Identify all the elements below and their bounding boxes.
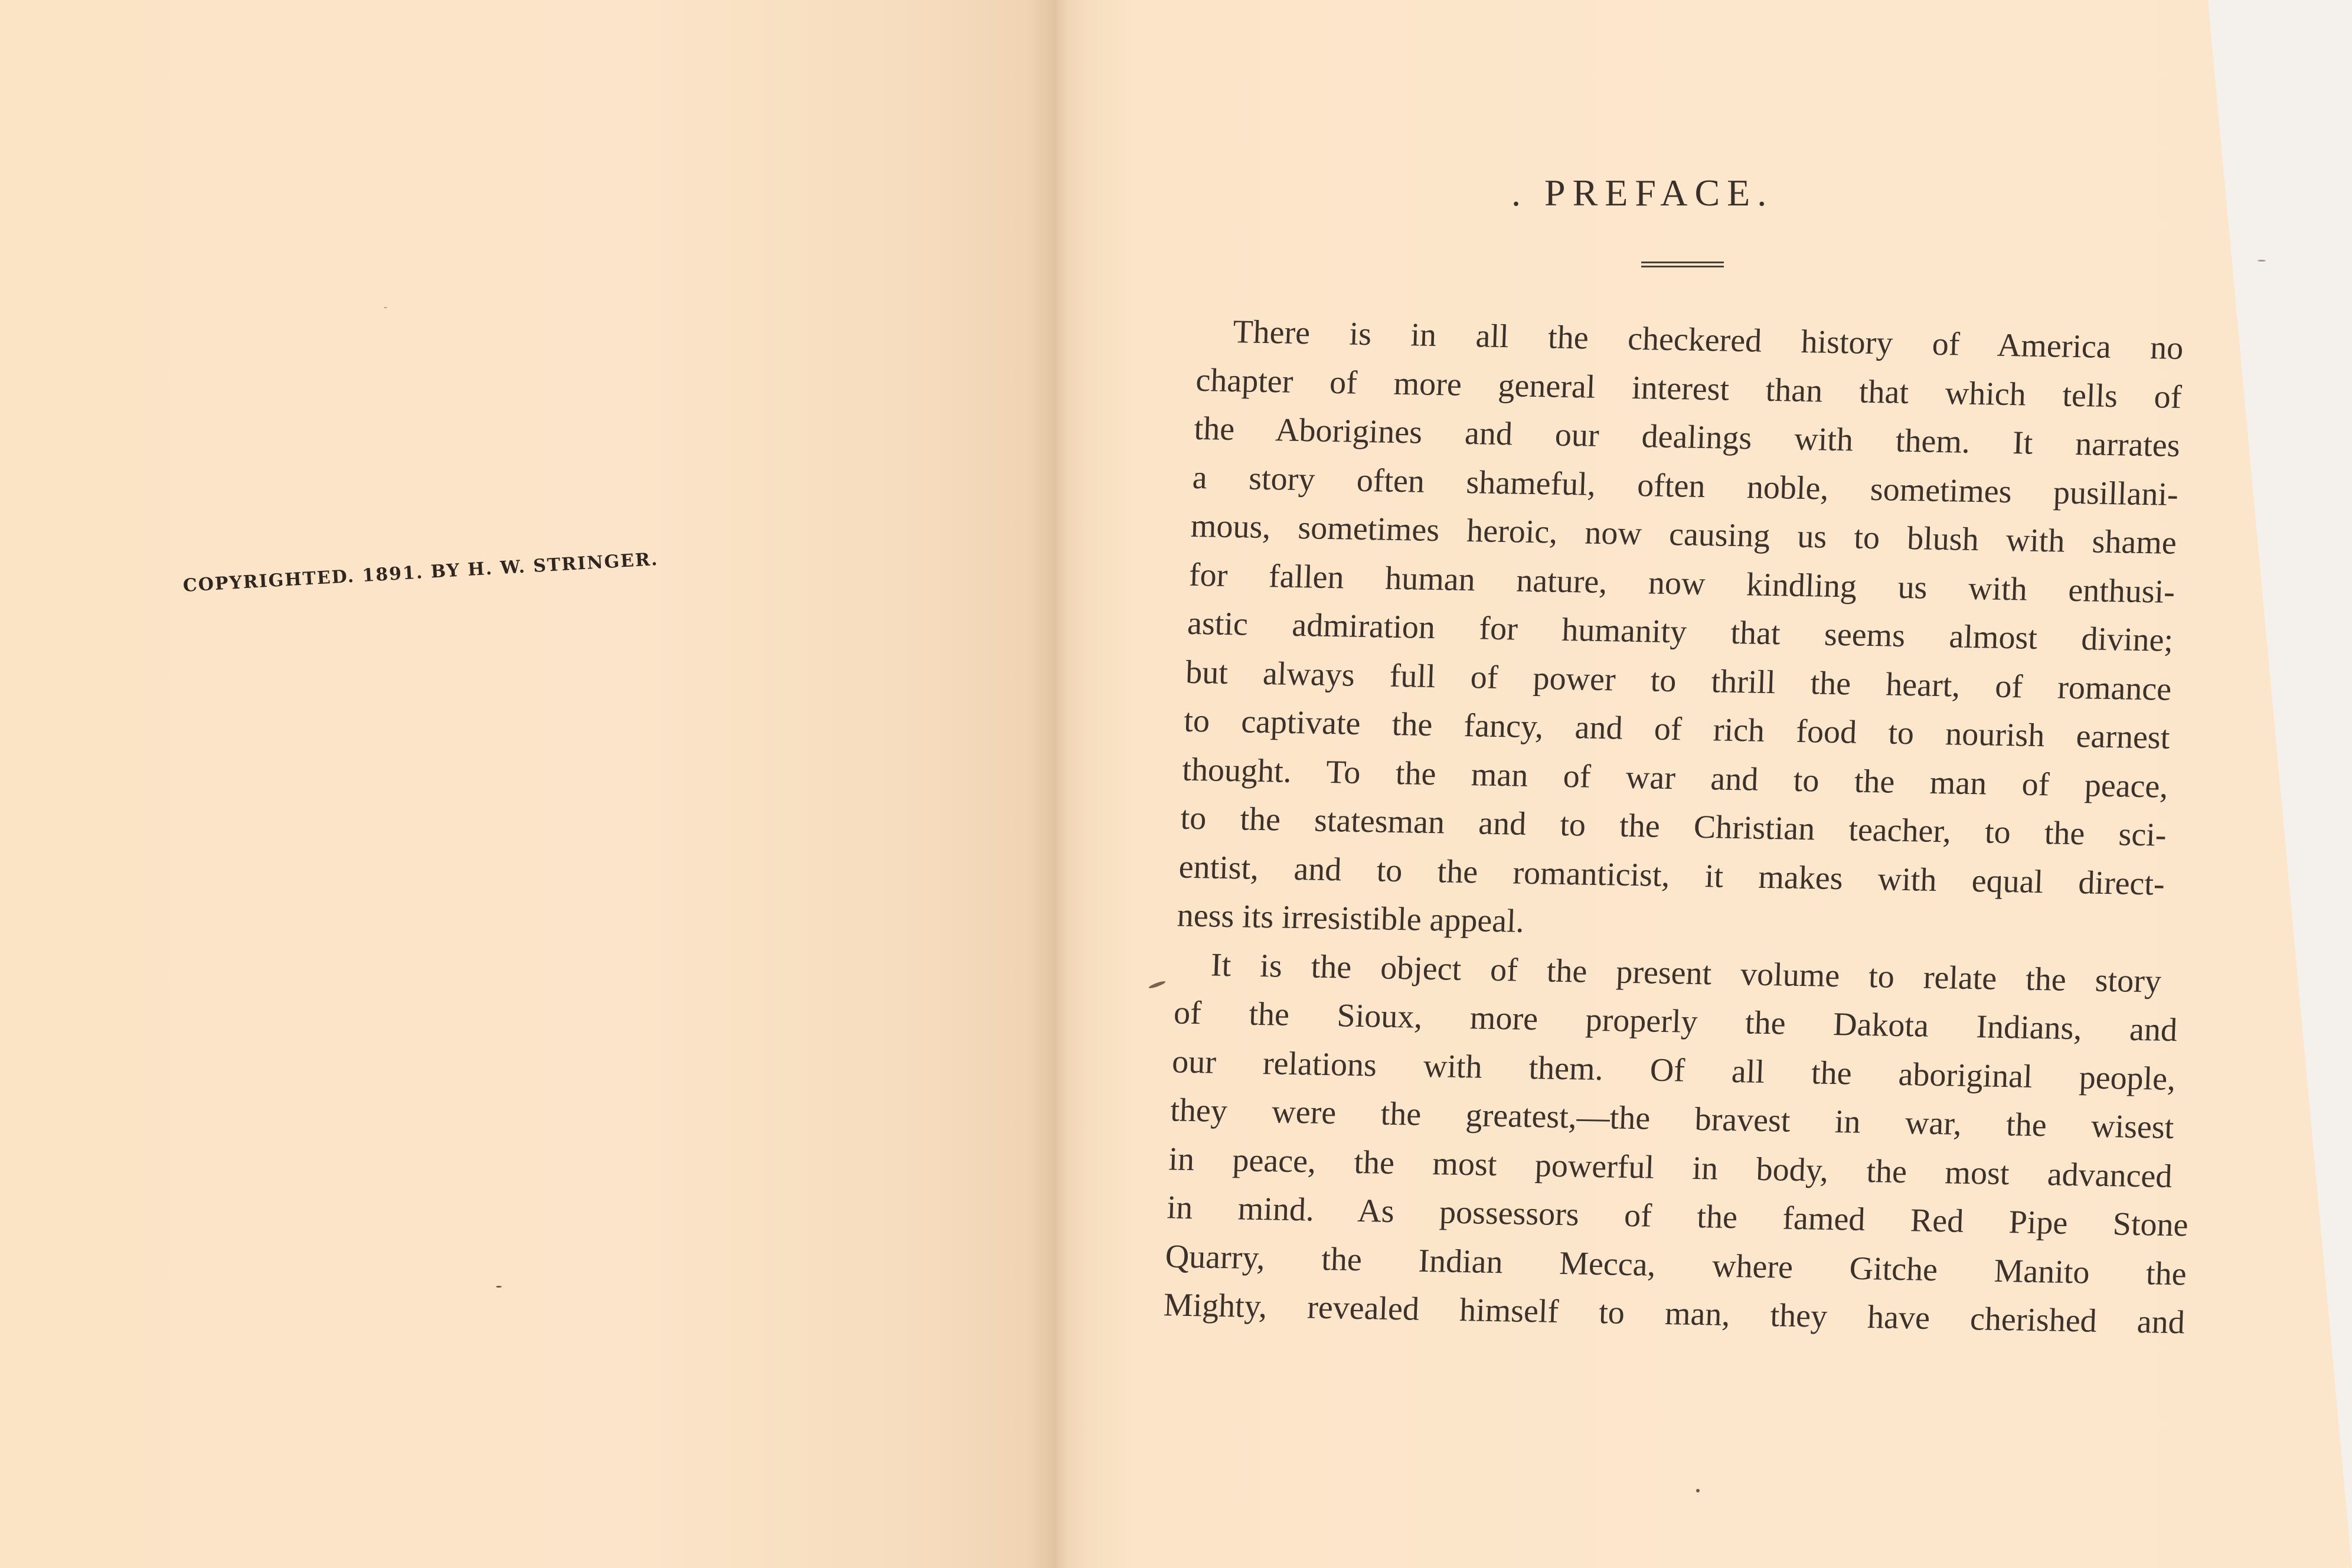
paper-speck bbox=[2258, 260, 2266, 262]
text-line: astic admiration for humanity that seems almost divine; bbox=[1187, 605, 2174, 659]
book-gutter bbox=[1027, 0, 1086, 1568]
text-line: for fallen human nature, now kindling us with enthusi- bbox=[1188, 556, 2175, 610]
page-title: . PREFACE. bbox=[1511, 172, 1774, 214]
text-line: the Aborigines and our dealings with them. It narrates bbox=[1193, 410, 2181, 465]
text-line: mous, sometimes heroic, now causing us to blush with shame bbox=[1190, 507, 2177, 561]
paper-speck bbox=[1696, 1489, 1700, 1492]
text-line: a story often shameful, often noble, sometimes pusillani- bbox=[1191, 459, 2179, 513]
text-line: our relations with them. Of all the aboriginal people, bbox=[1171, 1043, 2177, 1097]
text-line: Mighty, revealed himself to man, they have cherished and bbox=[1162, 1286, 2186, 1341]
text-line: but always full of power to thrill the heart, of romance bbox=[1185, 654, 2173, 708]
text-line: in peace, the most powerful in body, the most advanced bbox=[1168, 1140, 2173, 1195]
text-line: There is in all the checkered history of America no bbox=[1232, 313, 2184, 367]
text-line: It is the object of the present volume to relate the story bbox=[1210, 946, 2162, 1000]
preface-body bbox=[1163, 307, 2237, 1347]
text-line: thought. To the man of war and to the man of peace, bbox=[1181, 751, 2169, 805]
text-line: to captivate the fancy, and of rich food to nourish earnest bbox=[1183, 702, 2171, 756]
paragraph-2 bbox=[1163, 940, 2216, 1347]
left-page bbox=[0, 0, 1057, 1568]
title-ornament-rule bbox=[1641, 262, 1724, 267]
copyright-notice: COPYRIGHTED. 1891. BY H. W. STRINGER. bbox=[182, 549, 659, 596]
text-line: chapter of more general interest than that which tells of bbox=[1195, 361, 2183, 416]
paragraph-1 bbox=[1177, 307, 2237, 958]
text-line: Quarry, the Indian Mecca, where Gitche Manito the bbox=[1164, 1237, 2187, 1292]
text-line: entist, and to the romanticist, it makes with equal direct- bbox=[1178, 848, 2165, 903]
text-line: to the statesman and to the Christian teacher, to the sci- bbox=[1180, 799, 2167, 854]
text-line: of the Sioux, more properly the Dakota Indians, and bbox=[1173, 994, 2178, 1049]
text-line: they were the greatest,—the bravest in war, the wisest bbox=[1170, 1092, 2175, 1146]
text-line: ness its irresistible appeal. bbox=[1176, 897, 1525, 940]
text-line: in mind. As possessors of the famed Red Pipe Stone bbox=[1166, 1189, 2189, 1244]
paper-speck bbox=[496, 1286, 502, 1288]
paper-speck bbox=[384, 307, 387, 308]
